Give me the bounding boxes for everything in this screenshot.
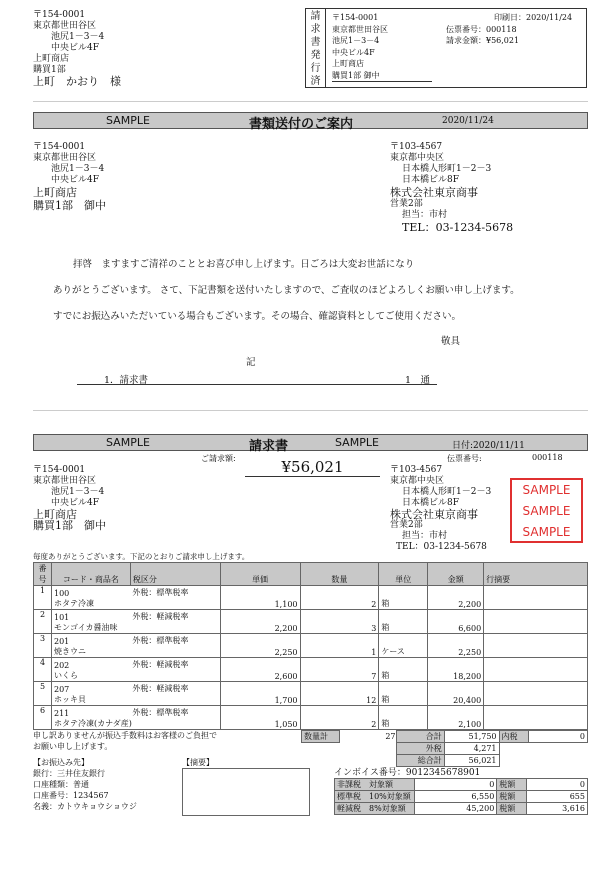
table-row <box>34 610 588 622</box>
column-header: 税区分 <box>130 563 220 586</box>
invoice-sender <box>390 465 515 553</box>
sum-table <box>396 730 588 767</box>
table-row <box>34 706 588 718</box>
invoice-registration-number: インボイス番号：9012345678901 <box>334 768 481 778</box>
tax-amount-label: 税額 <box>497 791 527 803</box>
street: 日本橋人形町1－2－3 <box>402 164 492 174</box>
department: 購買1部 御中 <box>332 70 432 83</box>
letter-paragraph: すでにお振込みいただいている場合もございます。その場合、確認資料としてご使用ください。 <box>53 311 462 322</box>
line-memo <box>484 610 588 634</box>
grand-total: 56,021 <box>444 755 499 767</box>
cover-banner <box>33 112 588 132</box>
stamp-text: SAMPLE <box>522 525 571 539</box>
item-code: 207 <box>51 682 130 694</box>
row-number: 2 <box>34 610 52 634</box>
cover-title: 書類送付のご案内 <box>249 117 354 132</box>
bank-name: 銀行：三井住友銀行 <box>33 769 105 778</box>
column-header: コード・商品名 <box>51 563 130 586</box>
tax-category: 外税：標準税率 <box>130 706 220 718</box>
slip-label: 伝票番号: <box>447 454 482 463</box>
unit: 箱 <box>379 658 428 682</box>
tax-basis-label: 非課税 対象額 <box>335 779 415 791</box>
line-amount: 2,250 <box>428 634 484 658</box>
fee-note: お願い申し上げます。 <box>33 742 113 751</box>
account-number: 口座番号：1234567 <box>33 791 109 800</box>
department: 購買1部 御中 <box>33 199 106 212</box>
tax-amount: 3,616 <box>527 803 588 815</box>
stamp-text: SAMPLE <box>522 483 571 497</box>
vertical-char: 済 <box>310 76 321 87</box>
ki-mark: 記 <box>246 357 256 368</box>
tax-row <box>335 791 588 803</box>
building: 中央ビル4F <box>332 47 375 57</box>
tax-amount: 655 <box>527 791 588 803</box>
column-header: 番号 <box>34 563 52 586</box>
enclosed-document: 1．請求書 <box>104 375 149 386</box>
building: 中央ビル4F <box>51 175 99 185</box>
company: 上町商店 <box>33 186 77 199</box>
item-code: 101 <box>51 610 130 622</box>
line-memo <box>484 658 588 682</box>
department: 購買1部 <box>33 65 66 75</box>
street: 日本橋人形町1－2－3 <box>402 487 492 497</box>
grand-total-label: 総合計 <box>397 755 445 767</box>
tax-category: 外税：標準税率 <box>130 586 220 598</box>
building: 中央ビル4F <box>51 498 99 508</box>
item-name: ホタテ冷凍 <box>51 598 220 610</box>
line-memo <box>484 682 588 706</box>
closing-text: 敬具 <box>441 336 461 347</box>
inner-tax: 0 <box>529 731 588 743</box>
row-number: 6 <box>34 706 52 730</box>
line-memo <box>484 706 588 730</box>
row-number: 4 <box>34 658 52 682</box>
postal-code: 〒154-0001 <box>33 10 86 20</box>
street: 池尻1－3－4 <box>51 487 105 497</box>
city: 東京都世田谷区 <box>33 476 97 486</box>
company: 株式会社東京商事 <box>390 186 478 199</box>
quantity: 3 <box>300 610 379 634</box>
row-number: 3 <box>34 634 52 658</box>
company: 株式会社東京商事 <box>390 508 478 521</box>
tax-row <box>335 803 588 815</box>
tax-basis-amount: 0 <box>414 779 497 791</box>
sample-label: SAMPLE <box>335 436 379 449</box>
unit: 箱 <box>379 610 428 634</box>
recipient-name: 上町 かおり 様 <box>33 75 121 88</box>
item-code: 201 <box>51 634 130 646</box>
column-header: 数量 <box>300 563 379 586</box>
items-table <box>33 562 588 730</box>
item-code: 211 <box>51 706 130 718</box>
item-name: ホッキ貝 <box>51 694 220 706</box>
unit: 箱 <box>379 586 428 610</box>
item-code: 202 <box>51 658 130 670</box>
postal-code: 〒154-0001 <box>332 13 379 22</box>
row-number: 1 <box>34 586 52 610</box>
item-name: ホタテ冷凍(カナダ産) <box>51 718 220 730</box>
department: 購買1部 御中 <box>33 519 106 532</box>
enclosed-quantity: 1 通 <box>405 375 431 386</box>
divider <box>33 101 588 102</box>
column-header: 単価 <box>220 563 300 586</box>
stamp-text: SAMPLE <box>522 504 571 518</box>
line-amount: 20,400 <box>428 682 484 706</box>
unit-price: 2,200 <box>220 610 300 634</box>
column-header: 単位 <box>379 563 428 586</box>
table-header-row <box>34 563 588 586</box>
account-type: 口座種類：普通 <box>33 780 89 789</box>
quantity: 1 <box>300 634 379 658</box>
building: 中央ビル4F <box>51 43 99 53</box>
tax-basis-label: 標準税 10%対象額 <box>335 791 415 803</box>
item-name: いくら <box>51 670 220 682</box>
issued-vertical-label <box>306 9 326 87</box>
company: 上町商店 <box>332 59 364 68</box>
street: 池尻1－3－4 <box>332 36 380 45</box>
bank-title: 【お振込み先】 <box>33 758 89 767</box>
invoice-banner <box>33 434 588 454</box>
subtotal-label: 合計 <box>397 731 445 743</box>
table-row <box>34 682 588 694</box>
unit: 箱 <box>379 706 428 730</box>
qty-total-label: 数量計 <box>302 731 340 743</box>
unit-price: 1,700 <box>220 682 300 706</box>
account-holder: 名義：カトウキョウショウジ <box>33 802 137 811</box>
unit-price: 2,250 <box>220 634 300 658</box>
city: 東京都中央区 <box>390 476 445 486</box>
vertical-char: 請 <box>310 11 321 22</box>
letter-paragraph: ありがとうございます。 さて、下記書類を送付いたしますので、ご査収のほどよろしくお願い申し上げます。 <box>53 285 520 296</box>
outer-tax: 4,271 <box>444 743 499 755</box>
tax-amount: 0 <box>527 779 588 791</box>
contact-person: 担当：市村 <box>402 210 448 220</box>
telephone: TEL：03-1234-5678 <box>396 542 487 552</box>
item-name: 焼きウニ <box>51 646 220 658</box>
street: 池尻1－3－4 <box>51 164 105 174</box>
tax-row <box>335 779 588 791</box>
city: 東京都世田谷区 <box>332 24 388 34</box>
building: 日本橋ビル8F <box>402 498 459 508</box>
postal-code: 〒154-0001 <box>33 142 86 152</box>
vertical-char: 求 <box>310 24 321 35</box>
line-memo <box>484 586 588 610</box>
city: 東京都世田谷区 <box>33 21 97 31</box>
cover-sender <box>390 142 600 234</box>
slip-number: 000118 <box>532 453 563 462</box>
tax-category: 外税：標準税率 <box>130 634 220 646</box>
vertical-char: 書 <box>310 37 321 48</box>
cover-recipient <box>33 142 283 212</box>
city: 東京都中央区 <box>390 153 445 163</box>
line-memo <box>484 634 588 658</box>
vertical-char: 行 <box>310 63 321 74</box>
invoice-amount: ¥56,021 <box>245 458 380 477</box>
sample-label: SAMPLE <box>106 114 150 127</box>
amount-label: ご請求額: <box>201 454 236 463</box>
unit-price: 1,050 <box>220 706 300 730</box>
quantity: 7 <box>300 658 379 682</box>
quantity: 2 <box>300 706 379 730</box>
unit-price: 1,100 <box>220 586 300 610</box>
totals-row <box>302 731 398 743</box>
street: 池尻1－3－4 <box>51 32 105 42</box>
enclosed-document-row <box>77 372 437 385</box>
qty-total: 27 <box>385 732 396 741</box>
line-amount: 2,100 <box>428 706 484 730</box>
tax-category: 外税：軽減税率 <box>130 610 220 622</box>
tax-basis-label: 軽減税 8%対象額 <box>335 803 415 815</box>
telephone: TEL：03-1234-5678 <box>402 221 514 234</box>
table-row <box>34 658 588 670</box>
row-number: 5 <box>34 682 52 706</box>
unit: 箱 <box>379 682 428 706</box>
tax-category: 外税：軽減税率 <box>130 682 220 694</box>
cover-date: 2020/11/24 <box>442 116 494 126</box>
totals-table <box>301 730 398 743</box>
sum-row <box>397 731 588 743</box>
outer-tax-label: 外税 <box>397 743 445 755</box>
contact-person: 担当：市村 <box>402 531 448 541</box>
inner-tax-label: 内税 <box>499 731 529 743</box>
tax-category: 外税：軽減税率 <box>130 658 220 670</box>
column-header: 金額 <box>428 563 484 586</box>
vertical-char: 発 <box>310 50 321 61</box>
company: 上町商店 <box>33 54 70 64</box>
line-amount: 18,200 <box>428 658 484 682</box>
tax-breakdown-table <box>334 778 588 815</box>
unit-price: 2,600 <box>220 658 300 682</box>
table-row <box>34 634 588 646</box>
tax-basis-amount: 45,200 <box>414 803 497 815</box>
issued-box <box>305 8 587 88</box>
divider <box>33 410 588 411</box>
postal-code: 〒103-4567 <box>390 465 443 475</box>
building: 日本橋ビル8F <box>402 175 459 185</box>
city: 東京都世田谷区 <box>33 153 97 163</box>
sum-row <box>397 743 588 755</box>
company: 上町商店 <box>33 508 77 521</box>
table-row <box>34 586 588 598</box>
letter-paragraph: 拝啓 ますますご清祥のこととお喜び申し上げます。日ごろは大変お世話になり <box>73 259 415 270</box>
memo-title: 【摘要】 <box>182 758 214 767</box>
invoice-date: 日付:2020/11/11 <box>452 441 525 451</box>
tax-basis-amount: 6,550 <box>414 791 497 803</box>
print-date: 印刷日：2020/11/24 <box>494 13 573 22</box>
line-amount: 2,200 <box>428 586 484 610</box>
department: 営業2部 <box>390 520 423 530</box>
sample-label: SAMPLE <box>106 436 150 449</box>
billing-amount: 請求金額：¥56,021 <box>446 36 520 45</box>
bank-info <box>33 757 163 812</box>
slip-number: 伝票番号：000118 <box>446 24 517 34</box>
subtotal: 51,750 <box>444 731 499 743</box>
invoice-title: 請求書 <box>249 439 289 454</box>
line-amount: 6,600 <box>428 610 484 634</box>
item-name: モンゴイカ醤油味 <box>51 622 220 634</box>
fee-note: 申し訳ありませんが振込手数料はお客様のご負担で <box>33 731 217 740</box>
tax-amount-label: 税額 <box>497 803 527 815</box>
issued-meta <box>446 12 584 47</box>
quantity: 12 <box>300 682 379 706</box>
thanks-message: 毎度ありがとうございます。下記のとおりご請求申し上げます。 <box>33 552 273 563</box>
item-code: 100 <box>51 586 130 598</box>
postal-code: 〒154-0001 <box>33 465 86 475</box>
invoice-recipient <box>33 465 283 532</box>
postal-code: 〒103-4567 <box>390 142 443 152</box>
department: 営業2部 <box>390 199 423 209</box>
sample-stamp <box>510 478 583 543</box>
column-header: 行摘要 <box>484 563 588 586</box>
recipient-address-top <box>33 10 283 87</box>
tax-amount-label: 税額 <box>497 779 527 791</box>
quantity: 2 <box>300 586 379 610</box>
memo-box <box>182 768 310 816</box>
unit: ケース <box>379 634 428 658</box>
